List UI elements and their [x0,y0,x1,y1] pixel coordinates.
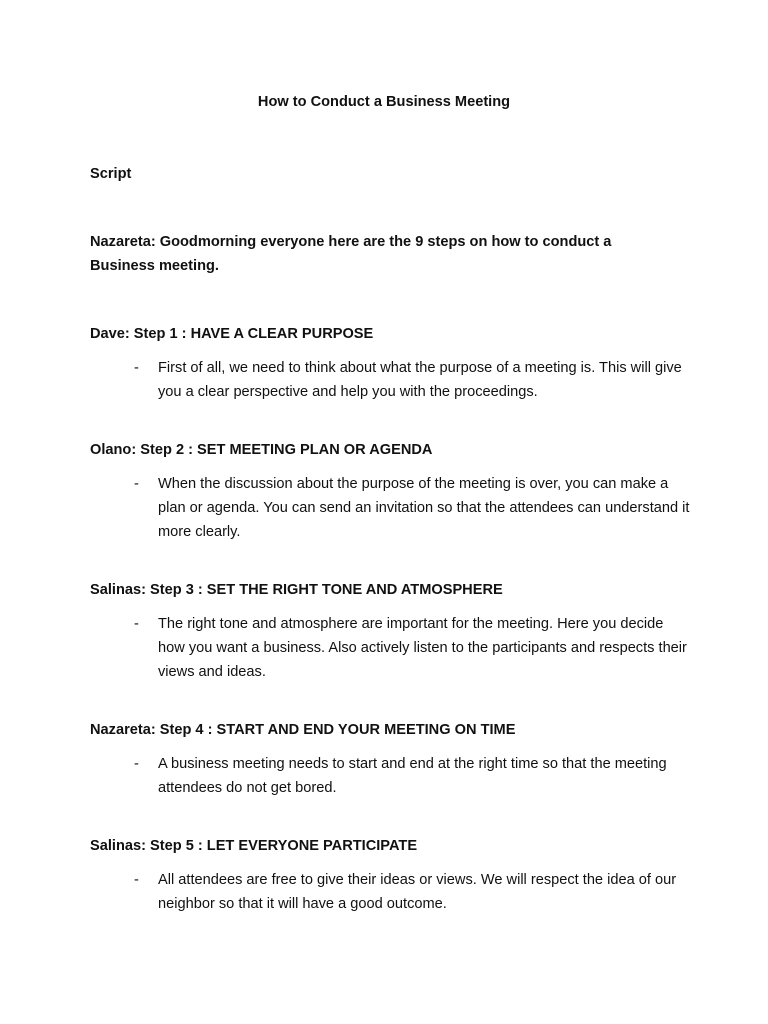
step-5-heading: Salinas: Step 5 : LET EVERYONE PARTICIPATE [90,838,418,854]
step-2-text: When the discussion about the purpose of the meeting is over, you can make a plan or agenda. You can send an invitation so that the attendees can understand it more clearly. [158,476,690,540]
bullet-dash: - [134,872,139,888]
step-1-text: First of all, we need to think about what the purpose of a meeting is. This will give you a clear perspective and help you with the proceedings. [158,360,682,400]
intro-paragraph: Nazareta: Goodmorning everyone here are the 9 steps on how to conduct a Business meeting. [90,234,612,274]
bullet-dash: - [134,616,139,632]
step-2-bullet [134,472,694,544]
step-5-bullet [134,868,694,916]
document-title: How to Conduct a Business Meeting [257,94,511,110]
step-3-bullet [134,612,694,684]
step-4-text: A business meeting needs to start and end at the right time so that the meeting attendees do not get bored. [158,756,667,796]
bullet-dash: - [134,360,139,376]
step-2-heading: Olano: Step 2 : SET MEETING PLAN OR AGENDA [90,442,433,458]
bullet-dash: - [134,476,139,492]
step-1-bullet [134,356,694,404]
bullet-dash: - [134,756,139,772]
step-4-heading: Nazareta: Step 4 : START AND END YOUR MEETING ON TIME [90,722,516,738]
step-4-bullet [134,752,694,800]
step-1-heading: Dave: Step 1 : HAVE A CLEAR PURPOSE [90,326,374,342]
step-3-text: The right tone and atmosphere are important for the meeting. Here you decide how you want a business. Also actively listen to the participants and respects their views and ideas. [158,616,687,680]
step-3-heading: Salinas: Step 3 : SET THE RIGHT TONE AND ATMOSPHERE [90,582,503,598]
step-5-text: All attendees are free to give their ideas or views. We will respect the idea of our neighbor so that it will have a good outcome. [158,872,677,912]
script-heading: Script [90,166,132,182]
